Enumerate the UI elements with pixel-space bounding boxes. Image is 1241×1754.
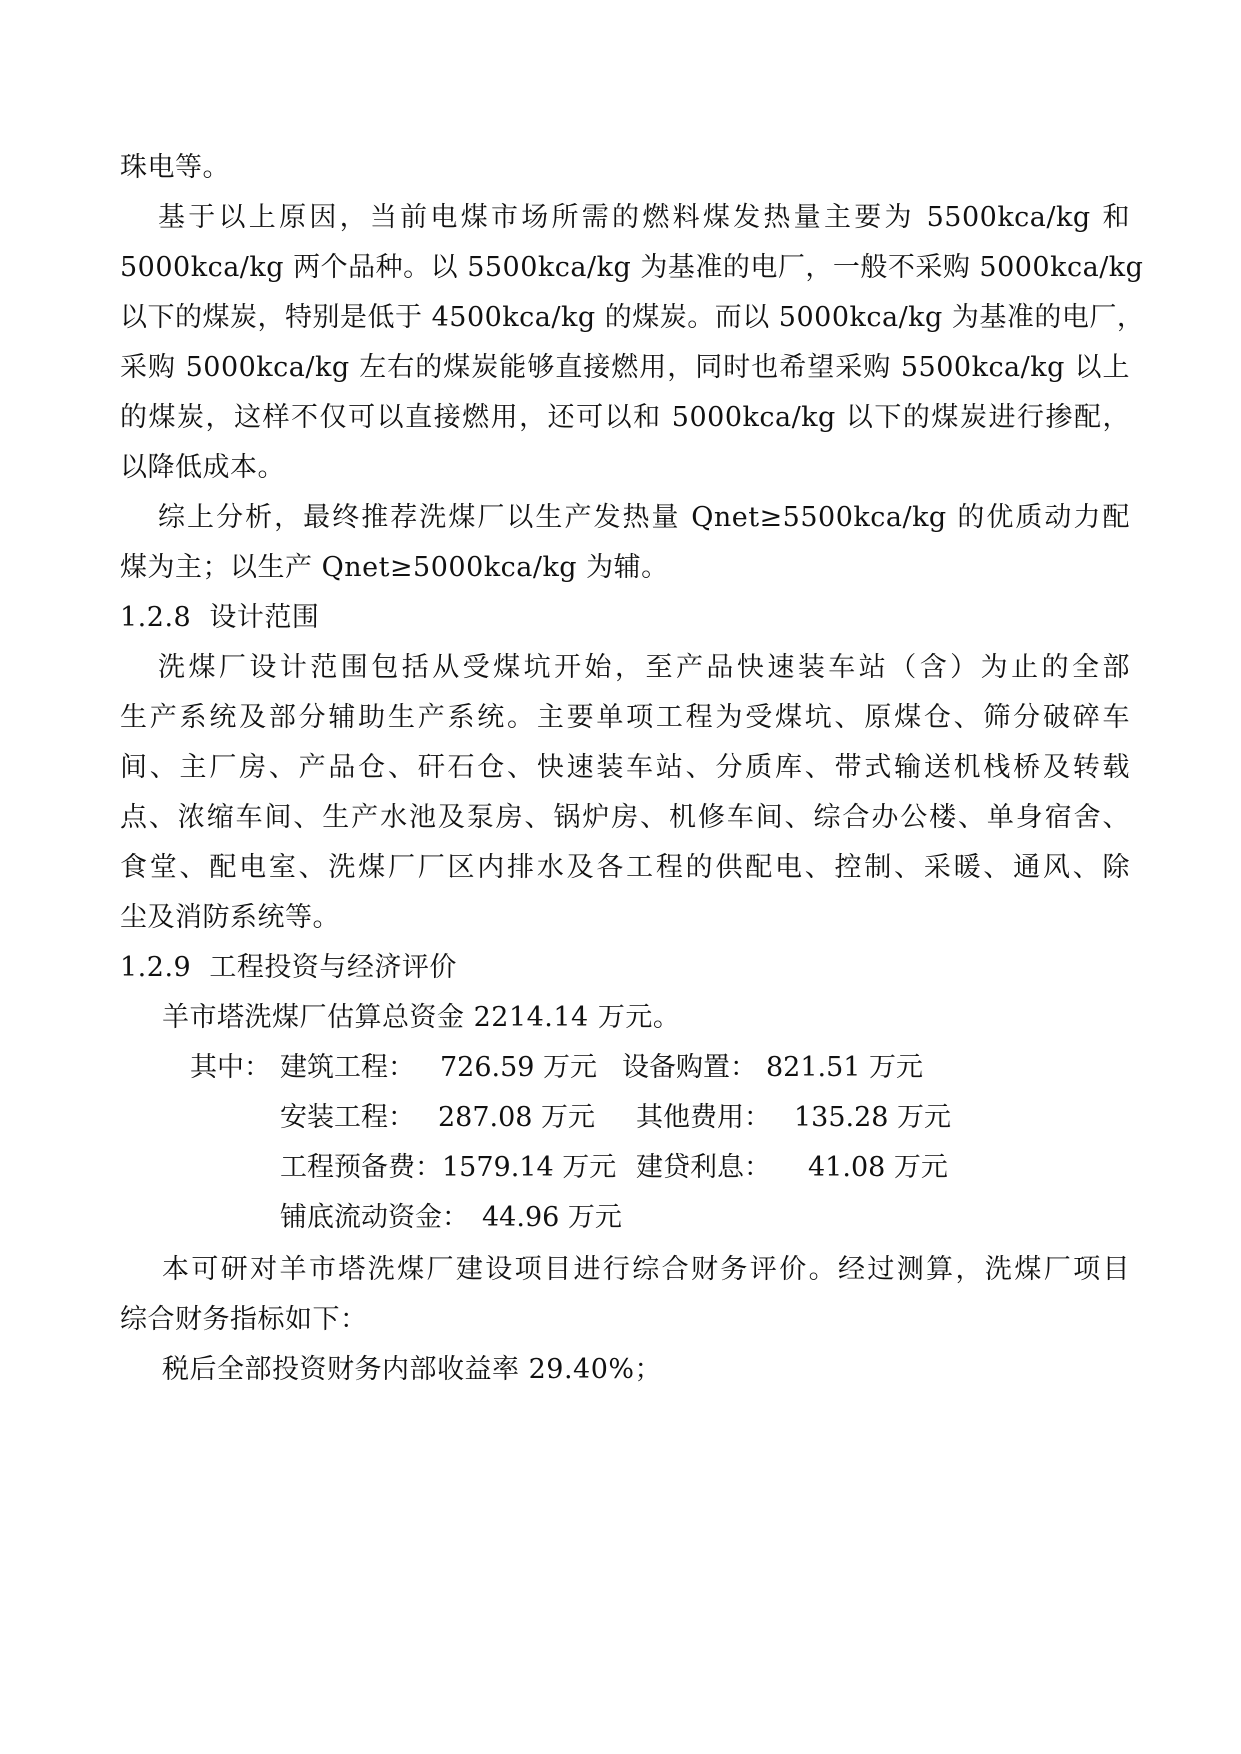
investment-value: 1579.14 万元 [442, 1152, 617, 1183]
investment-label: 其他费用： [636, 1102, 771, 1133]
text-line: 洗煤厂设计范围包括从受煤坑开始，至产品快速装车站（含）为止的全部 [158, 652, 1130, 683]
text-line: 综合财务指标如下： [120, 1304, 368, 1335]
text-line: 的煤炭，这样不仅可以直接燃用，还可以和 5000kca/kg 以下的煤炭进行掺配， [120, 402, 1130, 433]
investment-label: 设备购置： [622, 1052, 757, 1083]
text-line: 以降低成本。 [120, 452, 285, 483]
investment-value: 287.08 万元 [438, 1102, 596, 1133]
text-line: 以下的煤炭，特别是低于 4500kca/kg 的煤炭。而以 5000kca/kg 为基准的电厂， [120, 302, 1145, 333]
investment-label: 建筑工程： [280, 1052, 415, 1083]
investment-value: 726.59 万元 [440, 1052, 598, 1083]
text-line: 间、主厂房、产品仓、矸石仓、快速装车站、分质库、带式输送机栈桥及转载 [120, 752, 1130, 783]
investment-label: 安装工程： [280, 1102, 415, 1133]
investment-value: 44.96 万元 [482, 1202, 622, 1233]
text-line: 尘及消防系统等。 [120, 902, 340, 933]
investment-value: 135.28 万元 [794, 1102, 952, 1133]
text-line: 珠电等。 [120, 152, 230, 183]
investment-value: 821.51 万元 [766, 1052, 924, 1083]
text-line: 采购 5000kca/kg 左右的煤炭能够直接燃用，同时也希望采购 5500kca/kg 以上 [120, 352, 1130, 383]
text-line: 税后全部投资财务内部收益率 29.40%； [162, 1354, 663, 1385]
text-line: 生产系统及部分辅助生产系统。主要单项工程为受煤坑、原煤仓、筛分破碎车 [120, 702, 1130, 733]
investment-label: 工程预备费： [280, 1152, 442, 1183]
investment-prefix: 其中： [190, 1052, 271, 1083]
section-heading: 1.2.8 设计范围 [120, 602, 320, 633]
text-line: 5000kca/kg 两个品种。以 5500kca/kg 为基准的电厂，一般不采购 5000kca/kg [120, 252, 1144, 283]
text-line: 综上分析，最终推荐洗煤厂以生产发热量 Qnet≥5500kca/kg 的优质动力配 [158, 502, 1130, 533]
text-line: 食堂、配电室、洗煤厂厂区内排水及各工程的供配电、控制、采暖、通风、除 [120, 852, 1130, 883]
investment-value: 41.08 万元 [808, 1152, 948, 1183]
text-line: 点、浓缩车间、生产水池及泵房、锅炉房、机修车间、综合办公楼、单身宿舍、 [120, 802, 1130, 833]
text-line: 羊市塔洗煤厂估算总资金 2214.14 万元。 [162, 1002, 681, 1033]
investment-label: 建贷利息： [636, 1152, 771, 1183]
text-line: 本可研对羊市塔洗煤厂建设项目进行综合财务评价。经过测算，洗煤厂项目 [162, 1254, 1130, 1285]
investment-label: 铺底流动资金： [280, 1202, 469, 1233]
text-line: 基于以上原因，当前电煤市场所需的燃料煤发热量主要为 5500kca/kg 和 [158, 202, 1130, 233]
section-heading: 1.2.9 工程投资与经济评价 [120, 952, 457, 983]
text-line: 煤为主；以生产 Qnet≥5000kca/kg 为辅。 [120, 552, 669, 583]
